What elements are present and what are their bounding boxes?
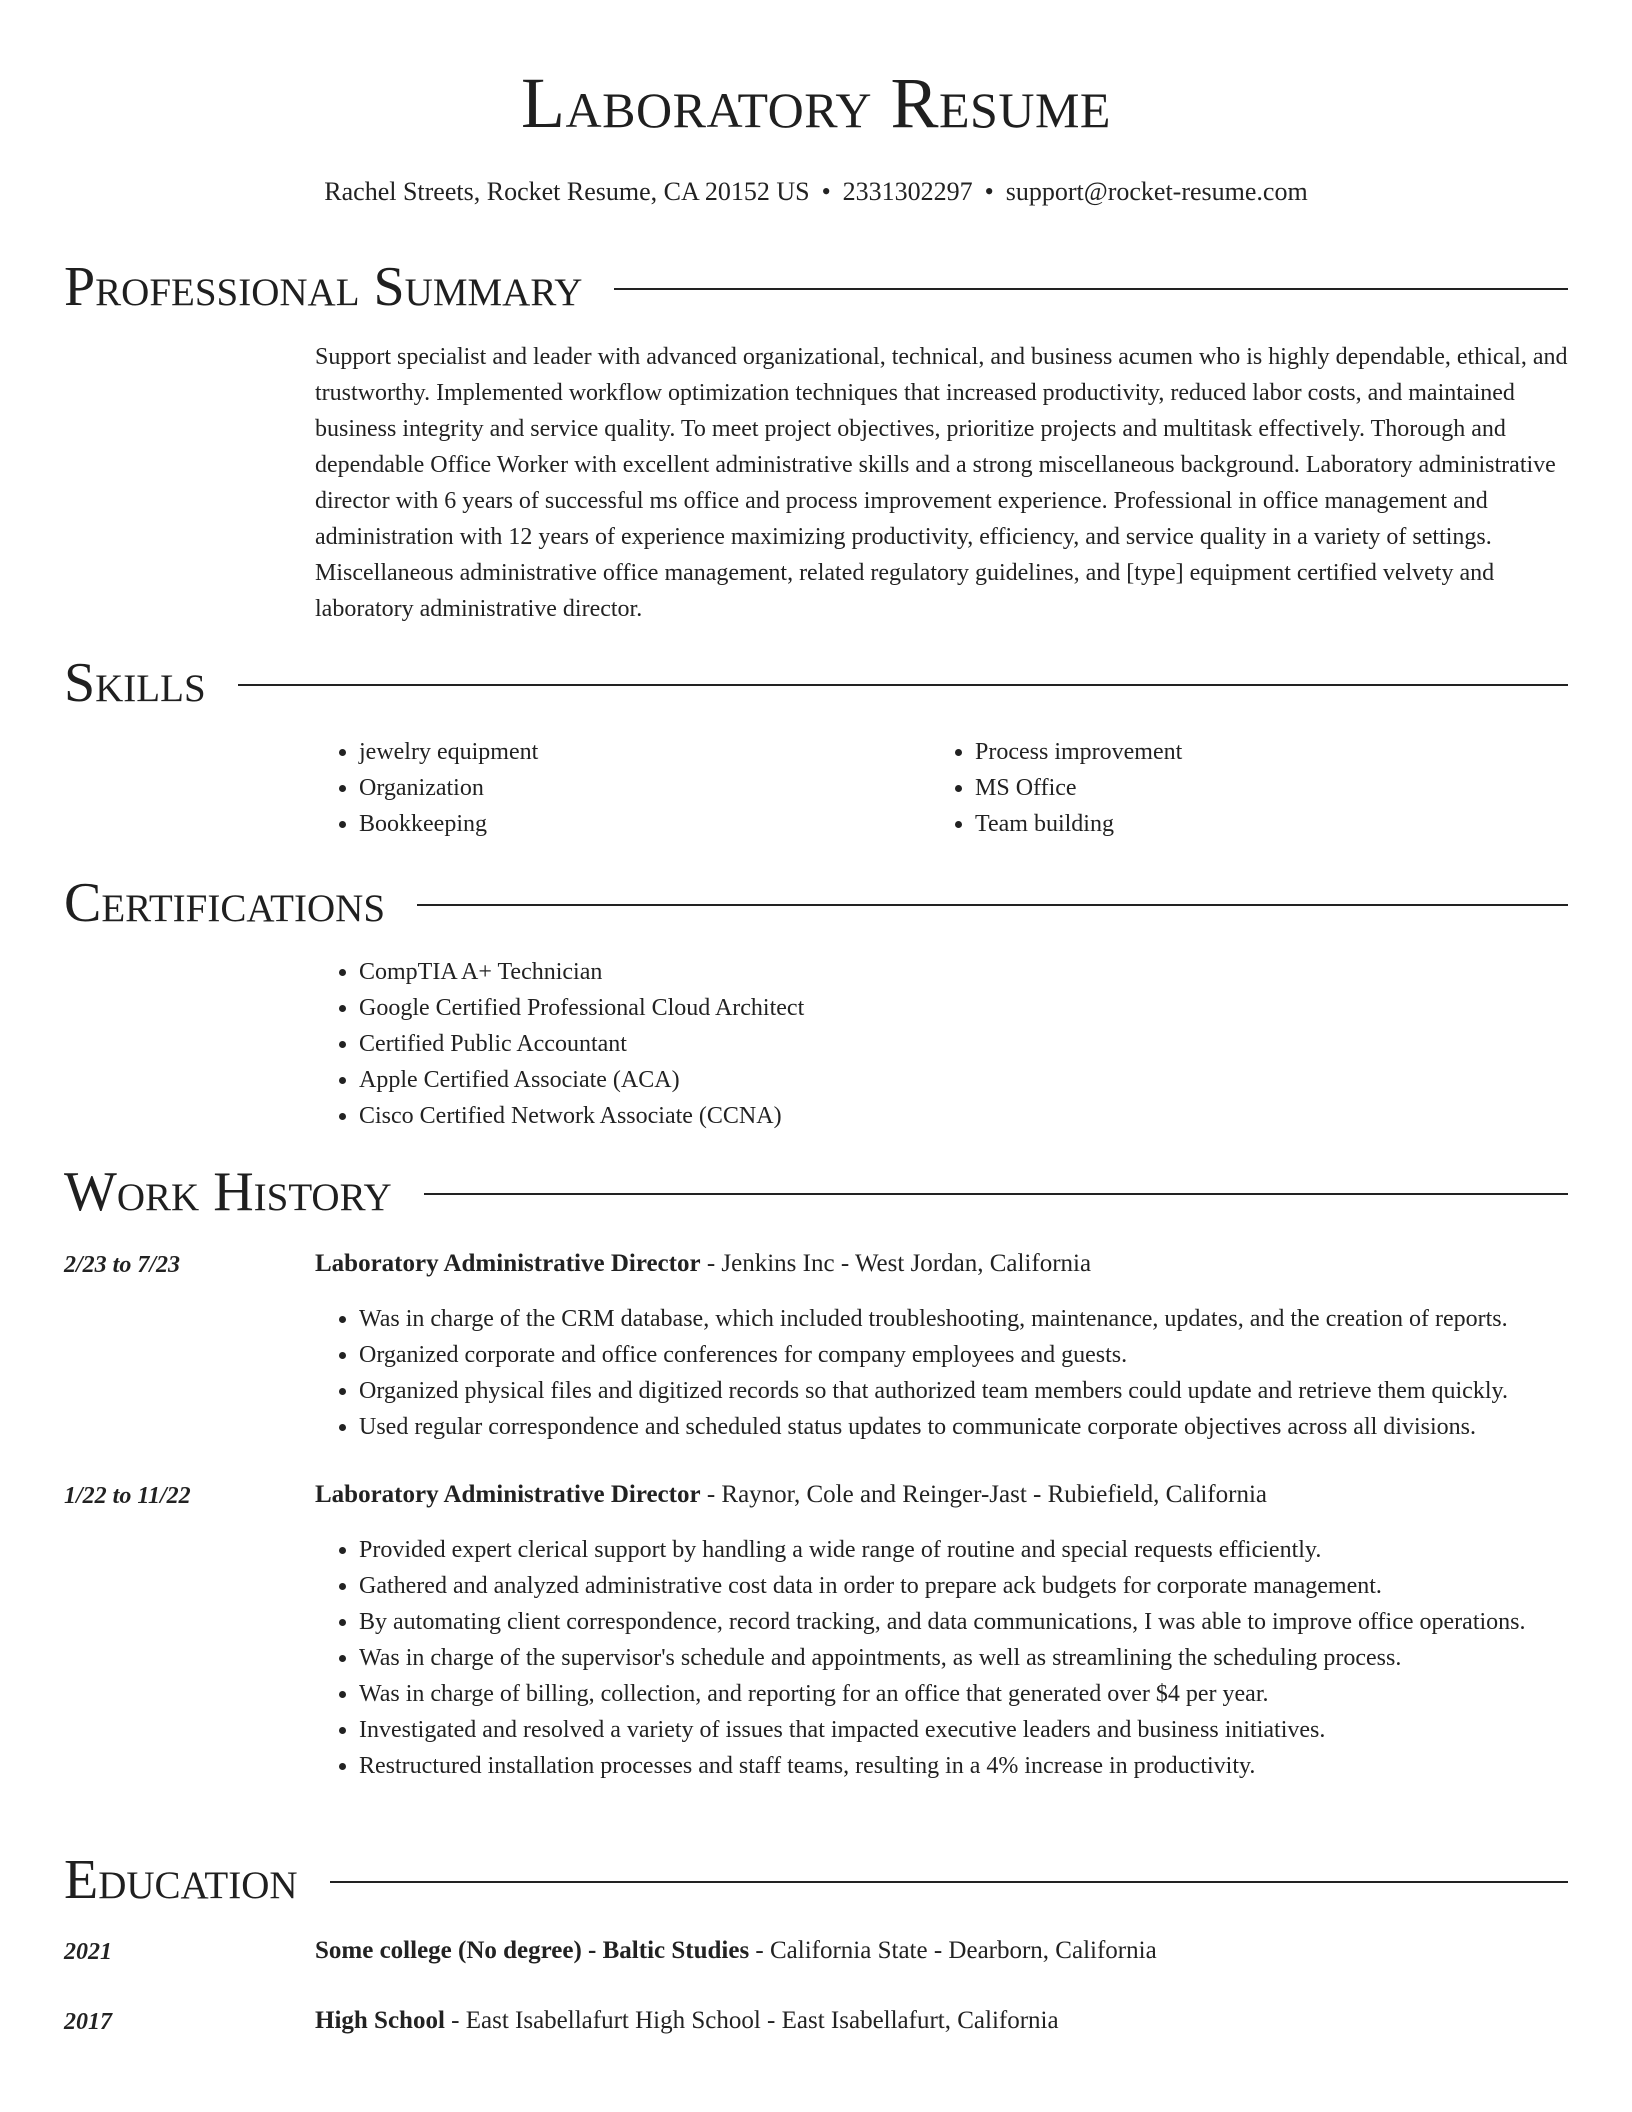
separator-dot: • [821,177,831,206]
job-bullet: • Was in charge of the CRM database, which included troubleshooting, maintenance, updates, and the creation of reports. [359,1301,1624,1337]
contact-address: Rachel Streets, Rocket Resume, CA 20152 US [324,177,810,206]
skill-item: • jewelry equipment [359,734,919,770]
section-title: Certifications [64,872,386,934]
certification-item: • Apple Certified Associate (ACA) [359,1062,1609,1098]
job-bullet: • By automating client correspondence, record tracking, and data communications, I was able to improve office operations. [359,1604,1559,1640]
job-bullet: • Was in charge of the supervisor's schedule and appointments, as well as streamlining the scheduling process. [359,1640,1559,1676]
certification-item: • CompTIA A+ Technician [359,954,1609,990]
section-title: Skills [64,652,206,714]
job-details: - Jenkins Inc - West Jordan, California [700,1250,1092,1277]
education-entry [315,2004,1059,2038]
certifications-list [315,954,1609,1134]
job-dates: 1/22 to 11/22 [64,1483,191,1509]
job-heading [315,1247,1091,1281]
section-education [64,1845,1568,1915]
skills-list-left [315,734,919,842]
skill-item: • Process improvement [975,734,1575,770]
section-title: Work History [64,1161,392,1223]
section-divider [330,1881,1568,1883]
section-title: Professional Summary [64,256,583,318]
skill-item: • Organization [359,770,919,806]
education-details: - California State - Dearborn, California [749,1937,1157,1964]
job-bullet: • Organized physical files and digitized records so that authorized team members could update and retrieve them quickly. [359,1373,1624,1409]
job-details: - Raynor, Cole and Reinger-Jast - Rubiefield, California [700,1481,1267,1508]
section-divider [614,288,1568,290]
job-bullet: • Restructured installation processes and staff teams, resulting in a 4% increase in productivity. [359,1748,1559,1784]
contact-phone: 2331302297 [842,177,973,206]
job-dates: 2/23 to 7/23 [64,1252,181,1278]
page-title: Laboratory Resume [521,63,1111,143]
job-title: Laboratory Administrative Director [315,1481,701,1508]
section-divider [424,1193,1568,1195]
section-divider [417,904,1568,906]
separator-dot: • [984,177,994,206]
job-title: Laboratory Administrative Director [315,1250,701,1277]
job-bullet: • Used regular correspondence and scheduled status updates to communicate corporate objectives across all divisions. [359,1409,1624,1445]
section-title: Education [64,1849,298,1911]
contact-line [0,175,1632,209]
certification-item: • Cisco Certified Network Associate (CCNA) [359,1098,1609,1134]
job-bullet: • Gathered and analyzed administrative cost data in order to prepare ack budgets for corporate management. [359,1568,1559,1604]
skills-list-right [931,734,1575,842]
certification-item: • Google Certified Professional Cloud Architect [359,990,1609,1026]
contact-email: support@rocket-resume.com [1005,177,1308,206]
skill-item: • MS Office [975,770,1575,806]
education-details: - East Isabellafurt High School - East Isabellafurt, California [444,2007,1059,2034]
education-degree: High School [315,2007,445,2034]
job-bullet: • Was in charge of billing, collection, and reporting for an office that generated over $4 per year. [359,1676,1559,1712]
section-professional-summary [64,252,1568,322]
job-bullet: • Organized corporate and office conferences for company employees and guests. [359,1337,1624,1373]
summary-text: Support specialist and leader with advanced organizational, technical, and business acumen who is highly dependable, ethical, and trustworthy. Implemented workflow optimization techniques that increased productivity, reduced labor costs, and maintained business integrity and service quality. To meet project objectives, prioritize projects and multitask effectively. Thorough and dependable Office Worker with excellent administrative skills and a strong miscellaneous background. Laboratory administrative director with 6 years of successful ms office and process improvement experience. Professional in office management and administration with 12 years of experience maximizing productivity, efficiency, and service quality in a variety of settings. Miscellaneous administrative office management, related regulatory guidelines, and [type] equipment certified velvety and laboratory administrative director. [315,344,1568,622]
section-certifications [64,868,1568,938]
education-year: 2017 [64,2009,112,2035]
education-year: 2021 [64,1939,112,1965]
section-work-history [64,1157,1568,1227]
certification-item: • Certified Public Accountant [359,1026,1609,1062]
job-bullets [315,1532,1559,1784]
section-divider [238,684,1568,686]
job-bullets [315,1301,1624,1445]
section-skills [64,648,1568,718]
job-heading [315,1478,1267,1512]
job-bullet: • Provided expert clerical support by handling a wide range of routine and special requests efficiently. [359,1532,1559,1568]
skill-item: • Team building [975,806,1575,842]
education-degree: Some college (No degree) - Baltic Studies [315,1937,750,1964]
job-bullet: • Investigated and resolved a variety of issues that impacted executive leaders and business initiatives. [359,1712,1559,1748]
skill-item: • Bookkeeping [359,806,919,842]
education-entry [315,1934,1157,1968]
